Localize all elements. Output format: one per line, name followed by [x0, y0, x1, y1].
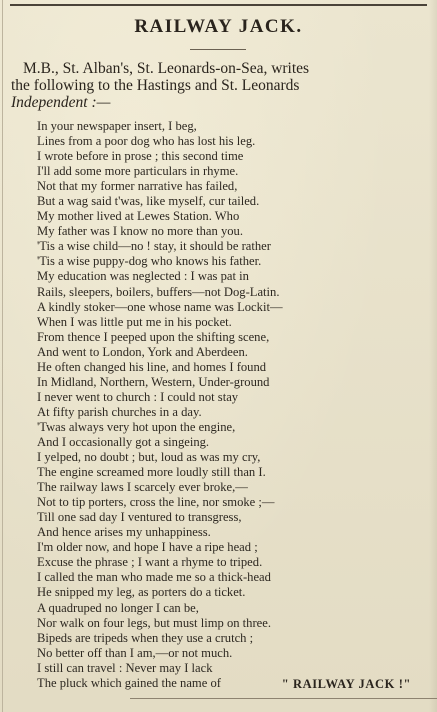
poem-line: The railway laws I scarcely ever broke,—	[37, 480, 248, 495]
poem-line: I still can travel : Never may I lack	[37, 660, 213, 675]
poem-line: A kindly stoker—one whose name was Lockit—	[37, 299, 283, 314]
poem-line: Rails, sleepers, boilers, buffers—not Dog-Latin.	[37, 284, 280, 299]
poem-line: 'Tis a wise child—no ! stay, it should be rather	[37, 239, 271, 254]
poem-line: From thence I peeped upon the shifting scene,	[37, 329, 270, 344]
poem-line: A quadruped no longer I can be,	[37, 600, 199, 615]
poem-line: No better off than I am,—or not much.	[37, 645, 233, 660]
bottom-rule	[130, 698, 437, 699]
poem-line: My mother lived at Lewes Station. Who	[37, 209, 240, 224]
poem-line: I never went to church : I could not stay	[37, 389, 239, 404]
top-rule	[10, 4, 427, 6]
poem-line: He snipped my leg, as porters do a ticket.	[37, 585, 246, 600]
poem-line: And went to London, York and Aberdeen.	[37, 344, 248, 359]
poem-line: At fifty parish churches in a day.	[37, 404, 202, 419]
poem-line: Till one sad day I ventured to transgress,	[37, 510, 242, 525]
poem-line: Not to tip porters, cross the line, nor smoke ;—	[37, 495, 275, 510]
poem-line: In Midland, Northern, Western, Under-ground	[37, 374, 270, 389]
poem-line: The pluck which gained the name of	[37, 675, 221, 690]
article-intro	[11, 60, 431, 111]
poem-line: Excuse the phrase ; I want a rhyme to triped.	[37, 555, 263, 570]
poem-line: He often changed his line, and homes I found	[37, 359, 267, 374]
poem-line: And I occasionally got a singeing.	[37, 434, 210, 449]
article-title: RAILWAY JACK.	[134, 16, 303, 37]
poem-line: The engine screamed more loudly still than I.	[37, 465, 266, 480]
poem-line: In your newspaper insert, I beg,	[37, 119, 197, 133]
intro-line: the following to the Hastings and St. Leonards	[11, 77, 300, 94]
poem-line: My father was I know no more than you.	[37, 224, 244, 239]
poem-line: I called the man who made me so a thick-head	[37, 570, 271, 585]
poem-body	[37, 119, 432, 691]
poem-line: My education was neglected : I was pat in	[37, 269, 249, 284]
intro-line: M.B., St. Alban's, St. Leonards-on-Sea, writes	[23, 60, 310, 77]
poem-line: I'm older now, and hope I have a ripe head ;	[37, 540, 258, 555]
poem-line: 'Twas always very hot upon the engine,	[37, 419, 236, 434]
poem-line: When I was little put me in his pocket.	[37, 314, 232, 329]
poem-line: Bipeds are tripeds when they use a crutch ;	[37, 630, 254, 645]
poem-line: And hence arises my unhappiness.	[37, 525, 211, 540]
poem-line: Not that my former narrative has failed,	[37, 179, 238, 194]
poem-line: Lines from a poor dog who has lost his leg.	[37, 134, 256, 149]
poem-line: I'll add some more particulars in rhyme.	[37, 164, 239, 179]
poem-line: I wrote before in prose ; this second time	[37, 149, 244, 164]
poem-line: Nor walk on four legs, but must limp on three.	[37, 615, 271, 630]
poem-line: 'Tis a wise puppy-dog who knows his father.	[37, 254, 262, 269]
title-rule	[190, 49, 246, 50]
intro-line: Independent :—	[11, 94, 111, 111]
signature: " RAILWAY JACK !"	[281, 677, 411, 691]
poem-line: But a wag said t'was, like myself, cur tailed.	[37, 194, 260, 209]
left-column-rule	[2, 0, 3, 712]
poem-line: I yelped, no doubt ; but, loud as was my cry,	[37, 450, 261, 465]
